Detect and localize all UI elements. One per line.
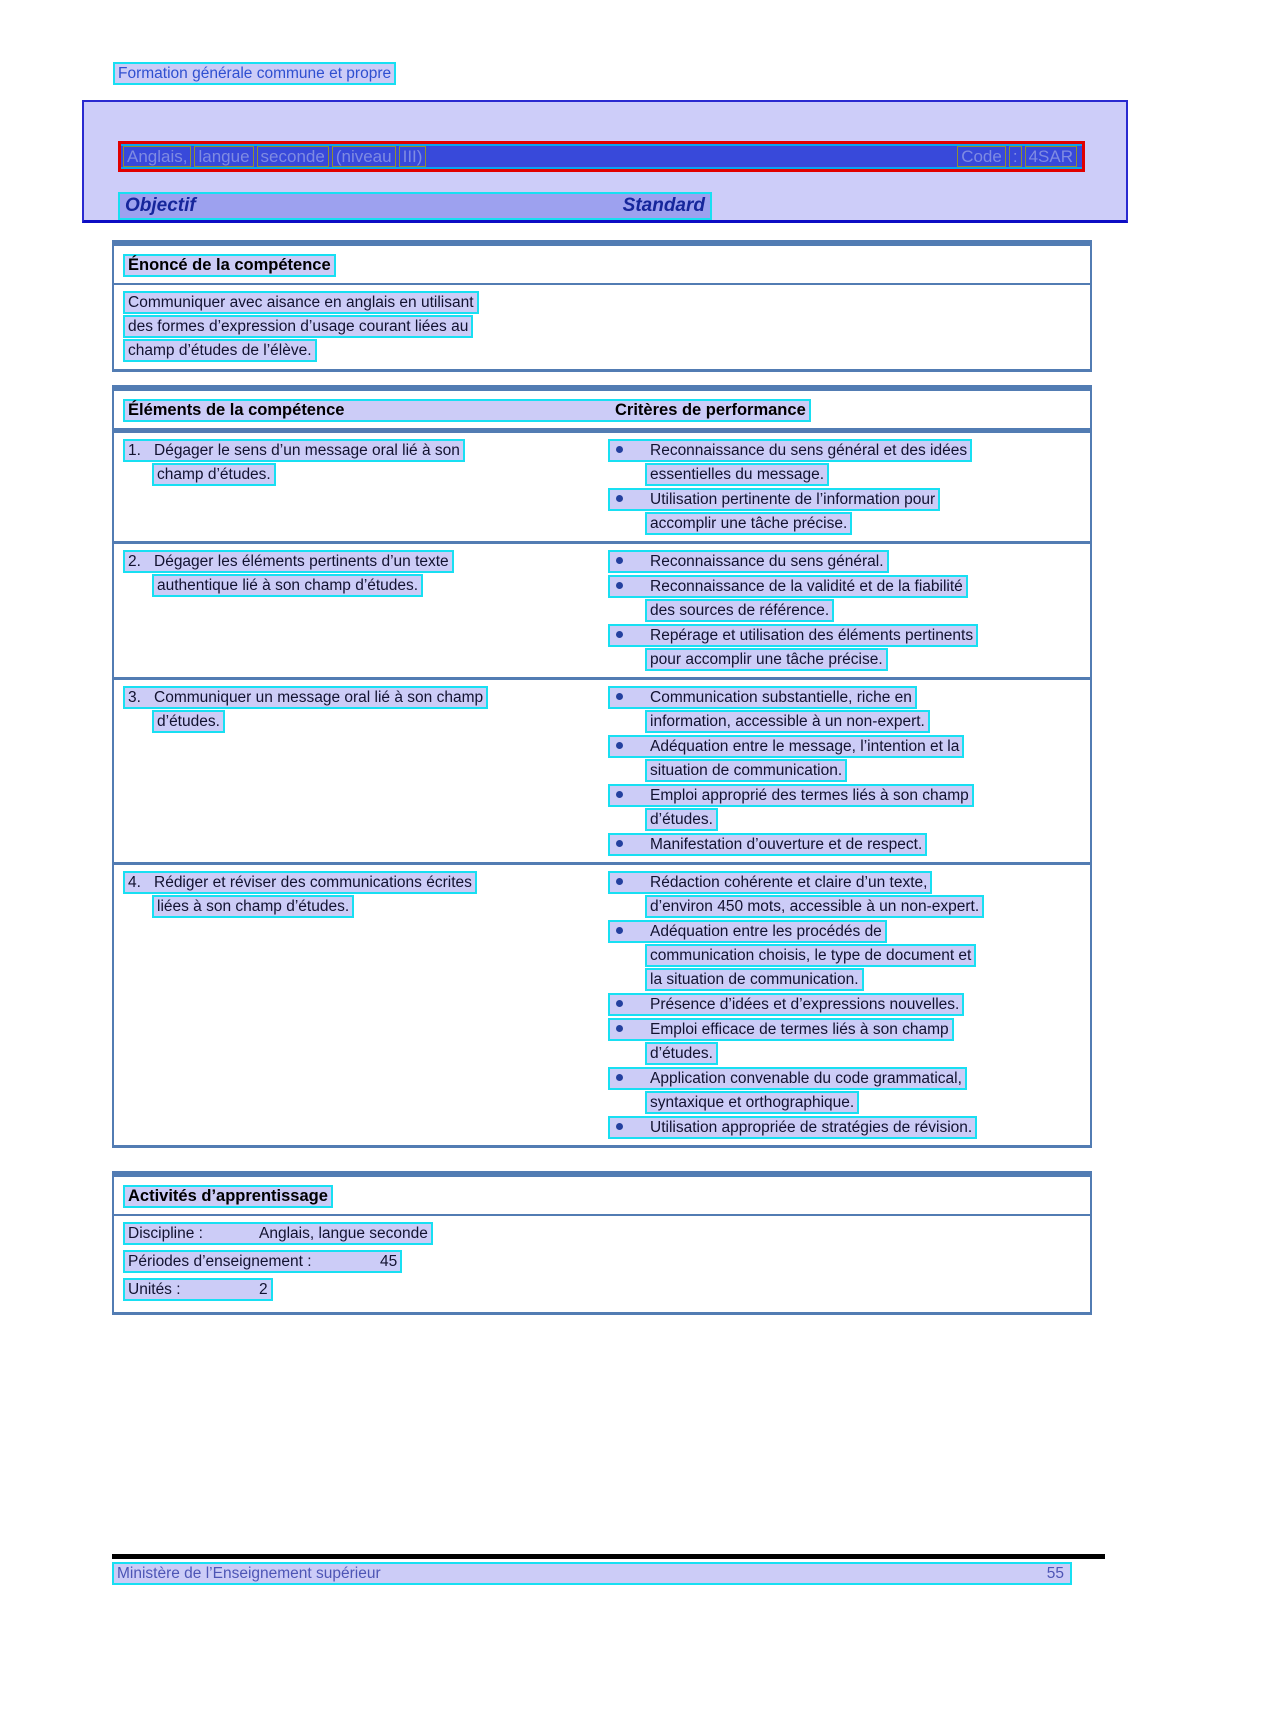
table-row — [114, 677, 1090, 862]
course-title — [123, 146, 429, 167]
criteria-cell — [608, 550, 1090, 673]
criteria-text: d’environ 450 mots, accessible à un non-expert. — [650, 898, 980, 915]
footer-rule — [112, 1554, 1105, 1559]
criteria-line — [645, 599, 1090, 622]
element-cell — [114, 686, 608, 858]
activites-body — [114, 1216, 1090, 1312]
criteria-text: communication choisis, le type de document et — [650, 947, 972, 964]
element-text: Rédiger et réviser des communications écrites — [154, 874, 472, 891]
activity-highlight — [123, 1222, 433, 1245]
enonce-title: Énoncé de la compétence — [123, 254, 336, 277]
bullet-icon — [616, 557, 623, 564]
element-number: 4. — [128, 874, 141, 891]
element-cell — [114, 439, 608, 537]
criteria-text: Manifestation d’ouverture et de respect. — [650, 836, 923, 853]
criteria-line-highlight — [645, 463, 829, 486]
criteria-line — [608, 784, 1090, 807]
element-line — [123, 686, 608, 709]
criteria-line — [608, 488, 1090, 511]
criteria-text: situation de communication. — [650, 762, 843, 779]
criteria-line — [608, 833, 1090, 856]
criteria-item — [608, 686, 1090, 733]
activites-title: Activités d’apprentissage — [123, 1185, 333, 1208]
activity-label: Discipline : — [128, 1225, 203, 1242]
document-header — [113, 62, 1275, 85]
criteria-line — [608, 550, 1090, 573]
enonce-line — [123, 291, 1090, 314]
criteria-line-highlight — [608, 550, 889, 573]
criteres-header: Critères de performance — [615, 401, 806, 419]
criteria-text: Adéquation entre les procédés de — [650, 923, 882, 940]
criteria-line-highlight — [645, 710, 930, 733]
enonce-line — [123, 315, 1090, 338]
activity-highlight — [123, 1278, 273, 1301]
activites-header — [114, 1177, 1090, 1216]
bullet-icon — [616, 927, 623, 934]
competence-table-header-highlight — [123, 399, 811, 422]
enonce-box — [112, 240, 1092, 372]
criteria-line-highlight — [608, 1067, 967, 1090]
criteria-line-highlight — [645, 1042, 718, 1065]
criteria-cell — [608, 871, 1090, 1141]
criteria-text: Rédaction cohérente et claire d’un texte, — [650, 874, 928, 891]
enonce-line — [123, 339, 1090, 362]
criteria-text: accomplir une tâche précise. — [650, 515, 848, 532]
criteria-text: Reconnaissance du sens général. — [650, 553, 884, 570]
document-header-text: Formation générale commune et propre — [113, 62, 396, 85]
criteria-line — [645, 808, 1090, 831]
criteria-line-highlight — [645, 808, 718, 831]
competence-table-header — [114, 391, 1090, 430]
criteria-text: Présence d’idées et d’expressions nouvelles. — [650, 996, 960, 1013]
element-line-highlight — [152, 710, 225, 733]
element-line-highlight — [152, 574, 423, 597]
criteria-text: syntaxique et orthographique. — [650, 1094, 855, 1111]
criteria-text: des sources de référence. — [650, 602, 830, 619]
objectif-label: Objectif — [125, 195, 196, 216]
element-text: d’études. — [157, 713, 220, 730]
criteria-line — [645, 512, 1090, 535]
criteria-line — [608, 439, 1090, 462]
enonce-body — [114, 285, 1090, 369]
competence-table-rows — [114, 430, 1090, 1145]
bullet-icon — [616, 1025, 623, 1032]
criteria-line-highlight — [608, 488, 940, 511]
criteria-text: Utilisation pertinente de l’information pour — [650, 491, 936, 508]
enonce-line-highlight: champ d’études de l’élève. — [123, 339, 317, 362]
element-number: 3. — [128, 689, 141, 706]
criteria-line-highlight — [608, 1116, 977, 1139]
element-line — [152, 710, 608, 733]
criteria-item — [608, 784, 1090, 831]
course-code-word: Code — [957, 146, 1006, 167]
activity-value: 45 — [380, 1253, 398, 1270]
table-row — [114, 862, 1090, 1145]
element-line — [123, 439, 608, 462]
criteria-line-highlight — [645, 759, 847, 782]
competence-table — [112, 385, 1092, 1148]
bullet-icon — [616, 495, 623, 502]
criteria-line — [645, 463, 1090, 486]
element-text: Communiquer un message oral lié à son champ — [154, 689, 484, 706]
element-text: liées à son champ d’études. — [157, 898, 350, 915]
criteria-line — [608, 1018, 1090, 1041]
bullet-icon — [616, 840, 623, 847]
criteria-line-highlight — [645, 648, 888, 671]
element-line — [152, 574, 608, 597]
criteria-text: Adéquation entre le message, l’intention et la — [650, 738, 960, 755]
bullet-icon — [616, 742, 623, 749]
bullet-icon — [616, 693, 623, 700]
criteria-line — [608, 1067, 1090, 1090]
criteria-line — [608, 871, 1090, 894]
activity-value: 2 — [259, 1281, 268, 1298]
criteria-line-highlight — [645, 968, 864, 991]
criteria-line — [608, 686, 1090, 709]
elements-header: Éléments de la compétence — [128, 401, 345, 419]
activity-value: Anglais, langue seconde — [259, 1225, 428, 1242]
criteria-item — [608, 575, 1090, 622]
criteria-line — [608, 1116, 1090, 1139]
criteria-line — [645, 710, 1090, 733]
table-row — [114, 541, 1090, 677]
element-text: Dégager le sens d’un message oral lié à son — [154, 442, 460, 459]
criteria-text: Application convenable du code grammatical, — [650, 1070, 962, 1087]
footer-highlight — [112, 1562, 1072, 1585]
criteria-line-highlight — [608, 833, 927, 856]
objectif-standard-highlight — [118, 192, 712, 220]
page-footer — [112, 1562, 1072, 1585]
activity-row — [123, 1250, 1090, 1273]
criteria-line — [645, 944, 1090, 967]
table-row — [114, 430, 1090, 541]
criteria-line-highlight — [608, 735, 964, 758]
criteria-item — [608, 871, 1090, 918]
element-line — [152, 463, 608, 486]
standard-sheet-container — [82, 100, 1128, 223]
element-cell — [114, 550, 608, 673]
criteria-item — [608, 993, 1090, 1016]
criteria-cell — [608, 686, 1090, 858]
element-line — [123, 550, 608, 573]
criteria-line — [645, 968, 1090, 991]
element-line-highlight — [123, 871, 477, 894]
criteria-text: Utilisation appropriée de stratégies de révision. — [650, 1119, 973, 1136]
element-text: champ d’études. — [157, 466, 271, 483]
element-line-highlight — [123, 550, 454, 573]
criteria-text: d’études. — [650, 1045, 713, 1062]
criteria-line — [608, 920, 1090, 943]
criteria-line — [645, 1091, 1090, 1114]
criteria-item — [608, 1018, 1090, 1065]
criteria-text: Reconnaissance du sens général et des idées — [650, 442, 968, 459]
criteria-line-highlight — [608, 1018, 954, 1041]
bullet-icon — [616, 1123, 623, 1130]
course-title-word: (niveau — [332, 146, 396, 167]
criteria-line — [645, 1042, 1090, 1065]
criteria-line-highlight — [608, 624, 978, 647]
criteria-line-highlight — [645, 1091, 859, 1114]
course-title-bar-inner — [121, 144, 1082, 169]
activity-label: Unités : — [128, 1281, 181, 1298]
bullet-icon — [616, 1074, 623, 1081]
activity-row — [123, 1222, 1090, 1245]
course-code — [957, 146, 1080, 167]
criteria-text: information, accessible à un non-expert. — [650, 713, 925, 730]
bullet-icon — [616, 878, 623, 885]
course-title-bar — [118, 141, 1085, 172]
criteria-item — [608, 920, 1090, 991]
element-number: 2. — [128, 553, 141, 570]
course-title-word: Anglais, — [123, 146, 191, 167]
element-line-highlight — [152, 463, 276, 486]
course-title-word: seconde — [257, 146, 329, 167]
criteria-item — [608, 735, 1090, 782]
element-text: Dégager les éléments pertinents d’un texte — [154, 553, 449, 570]
course-code-word: : — [1009, 146, 1022, 167]
criteria-text: la situation de communication. — [650, 971, 859, 988]
criteria-item — [608, 1116, 1090, 1139]
criteria-line — [608, 575, 1090, 598]
activity-label: Périodes d’enseignement : — [128, 1253, 312, 1270]
criteria-line — [645, 648, 1090, 671]
criteria-item — [608, 624, 1090, 671]
criteria-text: Reconnaissance de la validité et de la fiabilité — [650, 578, 963, 595]
criteria-text: Repérage et utilisation des éléments pertinents — [650, 627, 974, 644]
criteria-line-highlight — [645, 944, 976, 967]
activity-highlight — [123, 1250, 402, 1273]
element-line-highlight — [123, 439, 465, 462]
course-title-word: III) — [399, 146, 427, 167]
bullet-icon — [616, 582, 623, 589]
course-code-word: 4SAR — [1025, 146, 1077, 167]
criteria-line-highlight — [645, 599, 834, 622]
criteria-text: Emploi efficace de termes liés à son champ — [650, 1021, 949, 1038]
element-line — [123, 871, 608, 894]
element-text: authentique lié à son champ d’études. — [157, 577, 419, 594]
criteria-item — [608, 833, 1090, 856]
criteria-line-highlight — [608, 920, 887, 943]
criteria-item — [608, 1067, 1090, 1114]
footer-text: Ministère de l’Enseignement supérieur — [117, 1565, 381, 1582]
enonce-line-highlight: Communiquer avec aisance en anglais en utilisant — [123, 291, 479, 314]
objectif-standard-row — [118, 192, 712, 220]
bullet-icon — [616, 1000, 623, 1007]
criteria-text: Communication substantielle, riche en — [650, 689, 912, 706]
criteria-line — [608, 735, 1090, 758]
criteria-item — [608, 488, 1090, 535]
element-line-highlight — [152, 895, 354, 918]
activity-row — [123, 1278, 1090, 1301]
criteria-line — [645, 895, 1090, 918]
activites-box — [112, 1171, 1092, 1315]
criteria-line-highlight — [608, 871, 932, 894]
criteria-line-highlight — [608, 993, 964, 1016]
criteria-item — [608, 550, 1090, 573]
criteria-line — [608, 993, 1090, 1016]
criteria-line — [608, 624, 1090, 647]
element-line — [152, 895, 608, 918]
criteria-text: essentielles du message. — [650, 466, 825, 483]
criteria-text: pour accomplir une tâche précise. — [650, 651, 883, 668]
criteria-line-highlight — [645, 895, 984, 918]
criteria-line-highlight — [608, 784, 974, 807]
bullet-icon — [616, 446, 623, 453]
criteria-cell — [608, 439, 1090, 537]
criteria-line-highlight — [608, 686, 917, 709]
course-title-word: langue — [194, 146, 253, 167]
page-number: 55 — [1046, 1565, 1064, 1582]
criteria-text: Emploi approprié des termes liés à son champ — [650, 787, 969, 804]
criteria-line-highlight — [608, 575, 968, 598]
element-cell — [114, 871, 608, 1141]
element-line-highlight — [123, 686, 488, 709]
criteria-item — [608, 439, 1090, 486]
bullet-icon — [616, 791, 623, 798]
criteria-text: d’études. — [650, 811, 713, 828]
bullet-icon — [616, 631, 623, 638]
standard-label: Standard — [622, 195, 705, 216]
enonce-header — [114, 246, 1090, 285]
criteria-line-highlight — [645, 512, 852, 535]
element-number: 1. — [128, 442, 141, 459]
criteria-line-highlight — [608, 439, 972, 462]
criteria-line — [645, 759, 1090, 782]
enonce-line-highlight: des formes d’expression d’usage courant liées au — [123, 315, 473, 338]
